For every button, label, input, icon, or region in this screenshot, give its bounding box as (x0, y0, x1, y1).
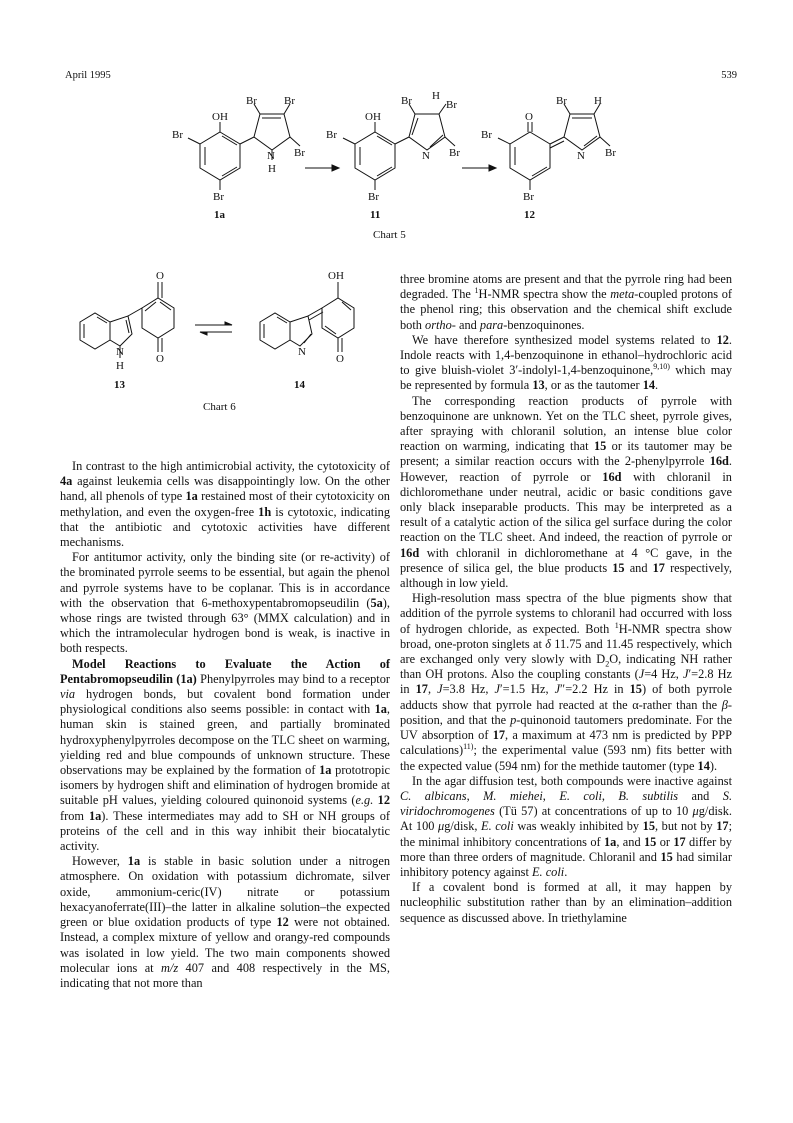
atom-label: O (156, 270, 164, 282)
atom-label: H (594, 95, 602, 107)
running-header-date: April 1995 (65, 70, 111, 81)
atom-label: N (298, 346, 306, 358)
atom-label: H (116, 360, 124, 372)
atom-label: OH (365, 111, 381, 123)
atom-label: Br (213, 191, 224, 203)
atom-label: Br (368, 191, 379, 203)
right-column (400, 272, 732, 926)
atom-label: O (156, 353, 164, 365)
chart5-structures (150, 92, 650, 252)
body-paragraph: In contrast to the high antimicrobial activity, the cytotoxicity of 4a against leukemia cells was disappointingly low. On the other hand, all phenols of type 1a restained most of their cytotoxicity on methylation, and even the oxygen-free 1h is cytotoxic, indicating that the antibiotic and cytotoxic activities have different mechanisms. (60, 459, 391, 550)
atom-label: Br (481, 129, 492, 141)
atom-label: O (525, 111, 533, 123)
atom-label: Br (449, 147, 460, 159)
body-paragraph: In the agar diffusion test, both compounds were inactive against C. albicans, M. miehei, E. coli, B. subtilis and S. viridochromogenes (Tü 57) at concentrations of up to 10 μg/disk. At 100 μg/disk, E. coli was weakly inhibited by 15, but not by 17; the minimal inhibitory concentrations of 1a, and 15 or 17 differ by more than three orders of magnitude. Chloranil and 15 had similar inhibitory potency against E. coli. (400, 773, 733, 879)
compound-label: 13 (114, 379, 125, 391)
atom-label: Br (446, 99, 457, 111)
body-paragraph: However, 1a is stable in basic solution under a nitrogen atmosphere. On oxidation with potassium dichromate, silver oxide, ammonium-ceric(IV) nitrate or potassium hexacyanoferrate(III)–the latter in alkaline solution–the expected green or blue oxidation products of type 12 were not obtained. Instead, a complex mixture of yellow and orangy-red compounds was isolated in low yield. The two main components showed molecular ions at m/z 407 and 408 respectively in the MS, indicating that not more than (60, 854, 390, 990)
atom-label: H (432, 90, 440, 102)
atom-label: OH (212, 111, 228, 123)
atom-label: N (267, 150, 275, 162)
body-paragraph: High-resolution mass spectra of the blue pigments show that addition of the pyrrole systems to chloranil had occurred with loss of hydrogen chloride, as expected. Both $^1$H-NMR spectra show broad, one-proton singlets at δ 11.75 and 11.45 respectively, which are exchanged only very slowly with $D_2O$, indicating NH rather than OH protons. Also the coupling constants (J=4 Hz, J′=2.8 Hz in 17, J=3.8 Hz, J′=1.5 Hz, J″=2.2 Hz in 15) of both pyrrole adducts show that pyrrole had reacted at the α-rather than the β-position, and that the p-quinonoid tautomers predominate. For the UV absorption of 17, a maximum at 473 nm is predicted by PPP calculations)$^{11)}$; the experimental value (593 nm) fits better with the expected value (594 nm) for the methide tautomer (type 14). (400, 591, 733, 773)
compound-label: 1a (214, 209, 225, 221)
left-column (60, 459, 390, 991)
atom-label: Br (284, 95, 295, 107)
atom-label: Br (523, 191, 534, 203)
page-number: 539 (721, 70, 737, 81)
body-paragraph: Model Reactions to Evaluate the Action of Pentabromopseudilin (1a) Phenylpyrroles may bind to a receptor via hydrogen bonds, but covalent bond formation under physiological conditions also seems possible: in contact with 1a, human skin is stained green, and partially brominated hydroxyphenylpyrroles decompose on the TLC sheet on warming, yielding red and blue compounds of unknown structure. These observations may be explained by the formation of 1a prototropic isomers by hydrogen shift and elimination of hydrogen bromide at suitable pH values, yielding coloured quinonoid systems (e.g. 12 from 1a). These intermediates may add to SH or NH groups of proteins of the cell and in this way inhibit their biocatalytic activity. (60, 656, 390, 854)
atom-label: Br (326, 129, 337, 141)
body-paragraph: three bromine atoms are present and that the pyrrole ring had been degraded. The $^1$H-NMR spectra show the meta-coupled protons of the phenol ring; this observation and the chemical shift exclude both ortho- and para-benzoquinones. (400, 272, 732, 332)
atom-label: N (422, 150, 430, 162)
chart5-scheme (150, 92, 650, 252)
compound-label: 14 (294, 379, 305, 391)
atom-label: O (336, 353, 344, 365)
atom-label: N (116, 346, 124, 358)
chart5-caption: Chart 5 (373, 229, 406, 241)
compound-label: 11 (370, 209, 381, 221)
body-paragraph: We have therefore synthesized model systems related to 12. Indole reacts with 1,4-benzoquinone in ethanol–hydrochloric acid to give bluish-violet 3′-indolyl-1,4-benzoquinone,$^{9,10)}$ which may be represented by formula 13, or as the tautomer 14. (400, 332, 732, 393)
body-paragraph: For antitumor activity, only the binding site (or re-activity) of the brominated pyrrole seems to be essential, but again the phenol and pyrrole systems have to be coplanar. This is in accordance with the observation that 6-methoxypentabromopseudilin (5a), whose rings are twisted through 63° (MMX calculation) and in which the intramolecular hydrogen bond is weak, is inactive in both respects. (60, 550, 390, 656)
body-paragraph: If a covalent bond is formed at all, it may happen by nucleophilic substitution rather than by an elimination–addition sequence as discussed above. In triethylamine (400, 880, 732, 925)
atom-label: Br (556, 95, 567, 107)
compound-label: 12 (524, 209, 535, 221)
atom-label: Br (172, 129, 183, 141)
atom-label: H (268, 163, 276, 175)
atom-label: Br (246, 95, 257, 107)
chart6-structures (60, 262, 390, 412)
atom-label: Br (401, 95, 412, 107)
body-paragraph: The corresponding reaction products of pyrrole with benzoquinone are unknown. Yet on the TLC sheet, pyrrole gives, after spraying with chloranil solution, an intense blue color reaction on warming, indicating that 15 or its tautomer may be present; a similar reaction occurs with the 2-phenylpyrrole 16d. However, reaction of pyrrole or 16d with chloranil in dichloromethane under neutral, acidic or basic conditions gave only black inseparable products. This may be interpreted as a result of a catalytic action of the silica gel surface during the color reaction on the TLC sheet. And indeed, the reaction of pyrrole or 16d with chloranil in dichloromethane at 4 °C gave, in the presence of silica gel, the blue products 15 and 17 respectively, although in low yield. (400, 393, 732, 591)
chart6-caption: Chart 6 (203, 401, 236, 413)
atom-label: Br (605, 147, 616, 159)
chart6-scheme (60, 262, 390, 412)
atom-label: N (577, 150, 585, 162)
atom-label: OH (328, 270, 344, 282)
atom-label: Br (294, 147, 305, 159)
